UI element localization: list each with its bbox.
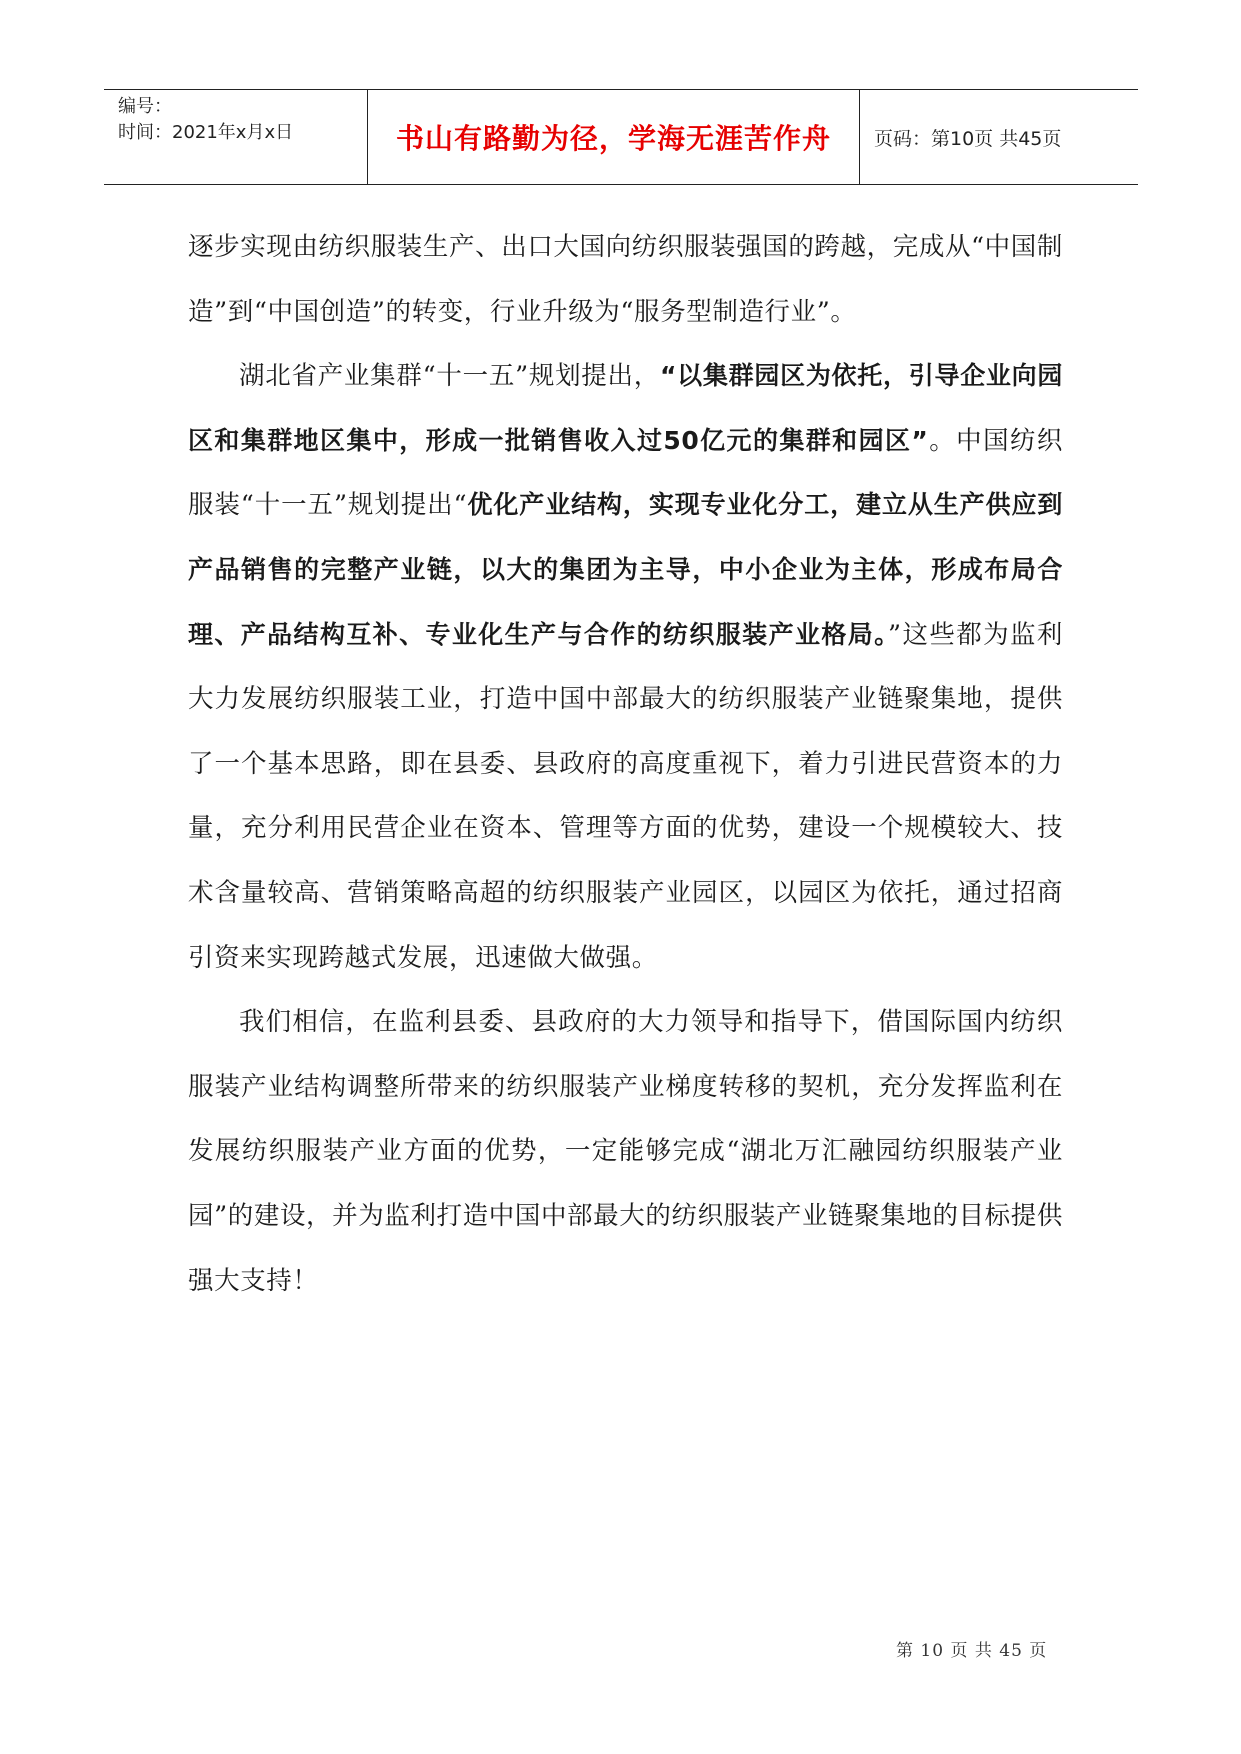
header-motto: 书山有路勤为径，学海无涯苦作舟: [395, 122, 831, 155]
paragraph-2-bold-quote-2: 优化产业结构，实现专业化分工，建立从生产供应到产品销售的完整产业链，以大的集团为主导，中小企业为主体，形成布局合理、产品结构互补、专业化生产与合作的纺织服装产业格局。: [188, 490, 1063, 649]
header-meta: [104, 90, 368, 184]
page-footer: 第 10 页 共 45 页: [896, 1641, 1048, 1661]
document-date-label: 时间：2021年x月x日: [118, 122, 294, 143]
document-number-label: 编号：: [118, 96, 172, 117]
paragraph-2-text-a: 湖北省产业集群“十一五”规划提出，: [239, 361, 660, 392]
header-page-label: 页码：第10页 共45页: [874, 127, 1062, 150]
document-body: [188, 215, 1063, 1313]
paragraph-2: [188, 344, 1063, 990]
paragraph-3: 我们相信，在监利县委、县政府的大力领导和指导下，借国际国内纺织服装产业结构调整所带来的纺织服装产业梯度转移的契机，充分发挥监利在发展纺织服装产业方面的优势，一定能够完成“湖北万汇融园纺织服装产业园”的建设，并为监利打造中国中部最大的纺织服装产业链聚集地的目标提供强大支持！: [188, 1007, 1063, 1296]
paragraph-1: 逐步实现由纺织服装生产、出口大国向纺织服装强国的跨越，完成从“中国制造”到“中国创造”的转变，行业升级为“服务型制造行业”。: [188, 232, 1063, 327]
paragraph-2-text-e: ”这些都为监利大力发展纺织服装工业，打造中国中部最大的纺织服装产业链聚集地，提供了一个基本思路，即在县委、县政府的高度重视下，着力引进民营资本的力量，充分利用民营企业在资本、管理等方面的优势，建设一个规模较大、技术含量较高、营销策略高超的纺织服装产业园区，以园区为依托，通过招商引资来实现跨越式发展，迅速做大做强。: [188, 619, 1063, 973]
paragraph-2-bold-quote-1: “以集群园区为依托，引导企业向园区和集群地区集中，形成一批销售收入过50亿元的集群和园区”: [188, 361, 1063, 455]
header-motto-cell: [368, 90, 860, 184]
paragraph-2-text-c: 。中国纺织服装“十一五”规划提出“: [188, 425, 1063, 521]
document-header: [104, 89, 1138, 185]
header-page-cell: [860, 90, 1138, 184]
